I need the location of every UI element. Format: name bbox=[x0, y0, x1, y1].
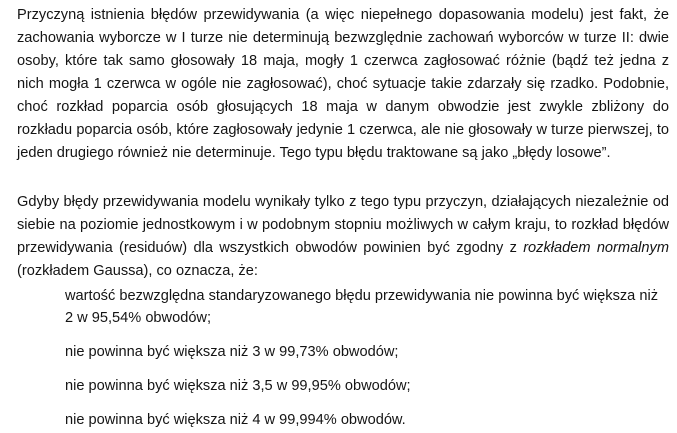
list-item: nie powinna być większa niż 3 w 99,73% obwodów; bbox=[65, 344, 399, 360]
paragraph-text-before: Gdyby błędy przewidywania modelu wynikały tylko z tego typu przyczyn, działających niezależnie od siebie na poziomie jednostkowym i w podobnym stopniu możliwych w całym kraju, to rozkład błędów przewidywania (residuów) dla wszystkich obwodów powinien być zgodny z bbox=[17, 194, 669, 256]
paragraph-random-errors: Przyczyną istnienia błędów przewidywania (a więc niepełnego dopasowania modelu) jest fakt, że zachowania wyborcze w I turze nie determinują bezwzględnie zachowań wyborców w turze II: dwie osoby, które tak samo głosowały 18 maja, mogły 1 czerwca zagłosować różnie (bądź też jedna z nich mogła 1 czerwca w ogóle nie zagłosować), choć sytuacje takie zdarzały się rzadko. Podobnie, choć rozkład poparcia osób głosujących 18 maja w danym obwodzie jest zwykle zbliżony do rozkładu poparcia osób, które zagłosowały jedynie 1 czerwca, ale nie głosowały w turze pierwszej, to jeden drugiego również nie determinuje. Tego typu błędu traktowane są jako „błędy losowe”. bbox=[17, 7, 669, 161]
threshold-list bbox=[65, 285, 665, 431]
paragraph-normal-distribution bbox=[17, 191, 669, 283]
paragraph-text-after: (rozkładem Gaussa), co oznacza, że: bbox=[17, 263, 258, 279]
list-item: nie powinna być większa niż 4 w 99,994% obwodów. bbox=[65, 412, 406, 428]
list-item: wartość bezwzględna standaryzowanego błędu przewidywania nie powinna być większa niż 2 w 95,54% obwodów; bbox=[65, 288, 658, 326]
list-item: nie powinna być większa niż 3,5 w 99,95% obwodów; bbox=[65, 378, 411, 394]
paragraph-italic-term: rozkładem normalnym bbox=[523, 240, 669, 256]
